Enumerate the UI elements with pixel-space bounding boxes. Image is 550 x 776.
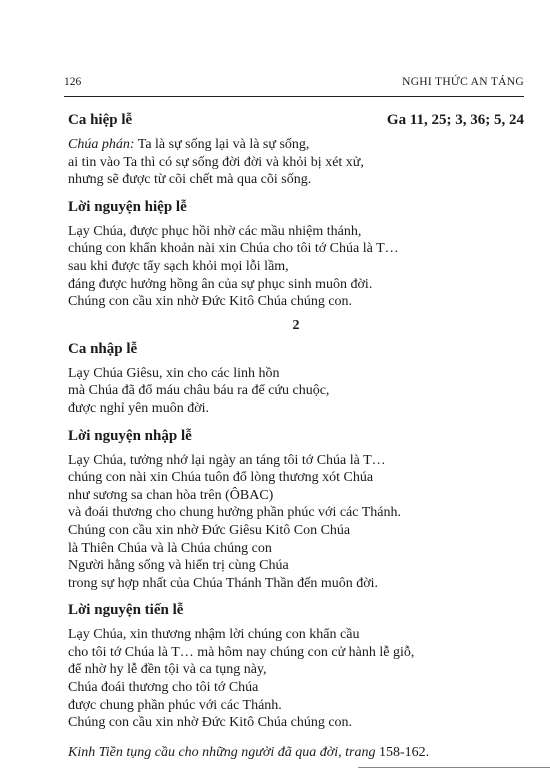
heading-ca-nhap-le: [68, 339, 524, 359]
prayer-line: là Thiên Chúa và là Chúa chúng con: [68, 540, 272, 556]
heading-title: Ca hiệp lễ: [68, 112, 133, 128]
prayer-line: chúng con khẩn khoản nài xin Chúa cho tôi tớ Chúa là T…: [68, 241, 399, 257]
prayer-line: Chúng con cầu xin nhờ Đức Kitô Chúa chúng con.: [68, 715, 353, 731]
verse-line: [68, 136, 524, 154]
prayer-line: Lạy Chúa, xin thương nhậm lời chúng con khẩn cầu: [68, 627, 360, 643]
prayer-line: như sương sa chan hòa trên (ÔBAC): [68, 487, 274, 503]
heading-title: Ca nhập lễ: [68, 340, 138, 357]
footer-note-italic: Kinh Tiền tụng cầu cho những người đã qua đời, trang: [68, 744, 376, 760]
heading-title: Lời nguyện hiệp lễ: [68, 198, 187, 215]
prayer-line: để nhờ hy lễ đền tội và ca tụng này,: [68, 662, 267, 678]
heading-loi-nguyen-nhap-le: [68, 426, 524, 446]
heading-loi-nguyen-hiep-le: [68, 197, 524, 217]
prayer-line: Lạy Chúa, được phục hồi nhờ các mầu nhiệm thánh,: [68, 223, 362, 239]
page-content: [68, 110, 524, 776]
heading-ca-hiep-le: [68, 110, 524, 130]
prayer-line: sau khi được tẩy sạch khỏi mọi lỗi lầm,: [68, 258, 289, 274]
running-title: NGHI THỨC AN TÁNG: [402, 76, 524, 88]
section-number: 2: [292, 317, 300, 333]
prayer-line: Chúa đoái thương cho tôi tớ Chúa: [68, 680, 259, 696]
prayer-line: Chúng con cầu xin nhờ Đức Giêsu Kitô Con Chúa: [68, 522, 351, 538]
prayer-line: Chúng con cầu xin nhờ Đức Kitô Chúa chúng con.: [68, 294, 353, 310]
verse-line: được nghỉ yên muôn đời.: [68, 400, 209, 416]
verse-line: Lạy Chúa Giêsu, xin cho các linh hồn: [68, 365, 280, 381]
footer-note-pages: 158-162.: [375, 744, 430, 760]
verse-line: nhưng sẽ được từ cõi chết mà qua cõi sống.: [68, 172, 312, 188]
prayer-line: được chung phần phúc với các Thánh.: [68, 697, 282, 713]
heading-title: Lời nguyện nhập lễ: [68, 427, 192, 444]
prayer-line: Lạy Chúa, tưởng nhớ lại ngày an táng tôi tớ Chúa là T…: [68, 452, 386, 468]
heading-title: Lời nguyện tiến lễ: [68, 602, 184, 619]
bottom-rule: [358, 767, 550, 768]
prayer-line: Người hằng sống và hiển trị cùng Chúa: [68, 558, 289, 574]
lead-italic: Chúa phán:: [68, 137, 135, 152]
verse-line: ai tin vào Ta thì có sự sống đời đời và khỏi bị xét xử,: [68, 154, 364, 170]
page-number: 126: [64, 76, 82, 88]
prayer-line: và đoái thương cho chung hưởng phần phúc với các Thánh.: [68, 505, 401, 521]
prayer-line: đáng được hưởng hồng ân của sự phục sinh muôn đời.: [68, 276, 373, 292]
verse-line: mà Chúa đã đổ máu châu báu ra để cứu chuộc,: [68, 383, 330, 399]
prayer-line: cho tôi tớ Chúa là T… mà hôm nay chúng con cử hành lễ giỗ,: [68, 644, 415, 660]
prayer-line: trong sự hợp nhất của Chúa Thánh Thần đến muôn đời.: [68, 575, 378, 591]
page-header: [64, 74, 524, 97]
verse-text: Ta là sự sống lại và là sự sống,: [134, 137, 310, 152]
footer-note: [68, 744, 524, 762]
heading-loi-nguyen-tien-le: [68, 600, 524, 620]
scripture-reference: Ga 11, 25; 3, 36; 5, 24: [386, 112, 524, 128]
prayer-line: chúng con nài xin Chúa tuôn đổ lòng thương xót Chúa: [68, 470, 374, 486]
